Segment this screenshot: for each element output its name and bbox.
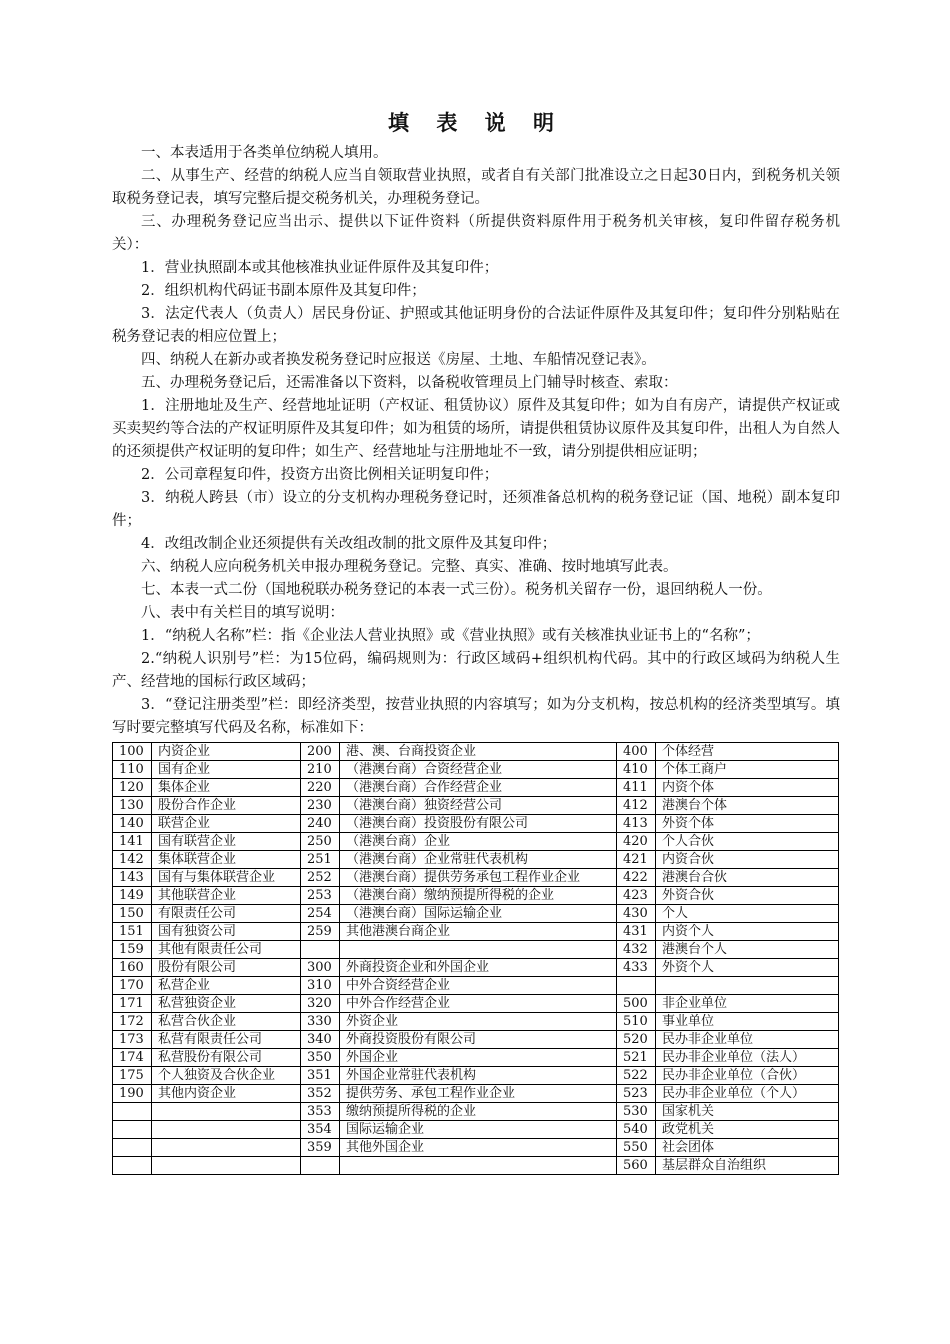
code-cell — [301, 1157, 340, 1175]
table-row — [113, 959, 839, 977]
type-name-cell: 国有联营企业 — [152, 833, 301, 851]
code-cell: 423 — [617, 887, 656, 905]
type-name-cell — [656, 977, 839, 995]
type-name-cell: 国有独资公司 — [152, 923, 301, 941]
type-name-cell: （港澳台商）提供劳务承包工程作业企业 — [340, 869, 617, 887]
code-cell: 340 — [301, 1031, 340, 1049]
type-name-cell: 私营股份有限公司 — [152, 1049, 301, 1067]
table-row — [113, 797, 839, 815]
type-name-cell: （港澳台商）合作经营企业 — [340, 779, 617, 797]
code-cell: 254 — [301, 905, 340, 923]
instruction-paragraph: 1．注册地址及生产、经营地址证明（产权证、租赁协议）原件及其复印件；如为自有房产，请提供产权证或买卖契约等合法的产权证明原件及其复印件；如为租赁的场所，请提供租赁协议原件及其复印件，出租人为自然人的还须提供产权证明的复印件；如生产、经营地址与注册地址不一致，请分别提供相应证明； — [112, 398, 840, 460]
code-cell: 330 — [301, 1013, 340, 1031]
type-name-cell: （港澳台商）合资经营企业 — [340, 761, 617, 779]
code-cell: 159 — [113, 941, 152, 959]
type-name-cell: （港澳台商）企业常驻代表机构 — [340, 851, 617, 869]
instruction-paragraph: 三、办理税务登记应当出示、提供以下证件资料（所提供资料原件用于税务机关审核，复印件留存税务机关）： — [112, 214, 840, 253]
code-cell: 310 — [301, 977, 340, 995]
code-cell: 560 — [617, 1157, 656, 1175]
instructions-body — [112, 142, 840, 740]
code-cell: 160 — [113, 959, 152, 977]
code-cell: 412 — [617, 797, 656, 815]
code-cell: 350 — [301, 1049, 340, 1067]
code-cell — [113, 1157, 152, 1175]
type-name-cell: 有限责任公司 — [152, 905, 301, 923]
code-cell: 149 — [113, 887, 152, 905]
code-cell — [113, 1139, 152, 1157]
type-name-cell: 非企业单位 — [656, 995, 839, 1013]
table-row — [113, 1085, 839, 1103]
type-name-cell: 国家机关 — [656, 1103, 839, 1121]
code-cell: 130 — [113, 797, 152, 815]
type-name-cell: 民办非企业单位（合伙） — [656, 1067, 839, 1085]
code-cell: 140 — [113, 815, 152, 833]
type-name-cell: 社会团体 — [656, 1139, 839, 1157]
type-name-cell: 其他港澳台商企业 — [340, 923, 617, 941]
type-name-cell: 内资个人 — [656, 923, 839, 941]
type-name-cell: 外资个人 — [656, 959, 839, 977]
code-cell: 420 — [617, 833, 656, 851]
type-name-cell: 内资合伙 — [656, 851, 839, 869]
code-cell: 210 — [301, 761, 340, 779]
code-cell: 142 — [113, 851, 152, 869]
instruction-paragraph: 二、从事生产、经营的纳税人应当自领取营业执照，或者自有关部门批准设立之日起30日内，到税务机关领取税务登记表，填写完整后提交税务机关，办理税务登记。 — [112, 168, 840, 207]
type-name-cell: 外国企业 — [340, 1049, 617, 1067]
type-name-cell: 集体联营企业 — [152, 851, 301, 869]
table-row — [113, 887, 839, 905]
table-row — [113, 1103, 839, 1121]
type-name-cell: 其他联营企业 — [152, 887, 301, 905]
table-row — [113, 977, 839, 995]
code-cell: 354 — [301, 1121, 340, 1139]
code-cell: 431 — [617, 923, 656, 941]
table-row — [113, 833, 839, 851]
type-name-cell: 私营有限责任公司 — [152, 1031, 301, 1049]
registration-type-code-table — [112, 742, 839, 1175]
type-name-cell: 其他内资企业 — [152, 1085, 301, 1103]
code-cell: 252 — [301, 869, 340, 887]
table-row — [113, 869, 839, 887]
code-cell: 432 — [617, 941, 656, 959]
type-name-cell: 外商投资企业和外国企业 — [340, 959, 617, 977]
code-cell — [617, 977, 656, 995]
type-name-cell: 外资企业 — [340, 1013, 617, 1031]
type-name-cell: 联营企业 — [152, 815, 301, 833]
type-name-cell: （港澳台商）缴纳预提所得税的企业 — [340, 887, 617, 905]
code-cell: 351 — [301, 1067, 340, 1085]
code-cell: 411 — [617, 779, 656, 797]
type-name-cell: 内资个体 — [656, 779, 839, 797]
code-cell: 150 — [113, 905, 152, 923]
type-name-cell — [152, 1139, 301, 1157]
instruction-paragraph: 六、纳税人应向税务机关申报办理税务登记。完整、真实、准确、按时地填写此表。 — [141, 559, 678, 575]
instruction-paragraph: 八、表中有关栏目的填写说明： — [141, 605, 344, 621]
type-name-cell: 港澳台个人 — [656, 941, 839, 959]
type-name-cell: 港澳台合伙 — [656, 869, 839, 887]
code-cell: 433 — [617, 959, 656, 977]
type-name-cell — [152, 1157, 301, 1175]
type-name-cell: 外商投资股份有限公司 — [340, 1031, 617, 1049]
code-cell: 430 — [617, 905, 656, 923]
code-cell: 253 — [301, 887, 340, 905]
instruction-paragraph: 2.“纳税人识别号”栏：为15位码，编码规则为：行政区域码+组织机构代码。其中的行政区域码为纳税人生产、经营地的国标行政区域码； — [112, 651, 840, 690]
type-name-cell: 政党机关 — [656, 1121, 839, 1139]
code-cell: 174 — [113, 1049, 152, 1067]
code-cell: 300 — [301, 959, 340, 977]
page-title: 填 表 说 明 — [388, 110, 564, 135]
type-name-cell: 民办非企业单位（法人） — [656, 1049, 839, 1067]
table-row — [113, 761, 839, 779]
type-name-cell: 个体工商户 — [656, 761, 839, 779]
code-cell: 359 — [301, 1139, 340, 1157]
code-cell: 240 — [301, 815, 340, 833]
type-name-cell: 股份合作企业 — [152, 797, 301, 815]
code-cell: 422 — [617, 869, 656, 887]
instruction-paragraph: 2．公司章程复印件，投资方出资比例相关证明复印件； — [141, 467, 499, 483]
type-name-cell: 外资个体 — [656, 815, 839, 833]
table-row — [113, 1013, 839, 1031]
code-cell: 320 — [301, 995, 340, 1013]
code-cell: 421 — [617, 851, 656, 869]
table-row — [113, 1049, 839, 1067]
type-name-cell: 股份有限公司 — [152, 959, 301, 977]
code-cell: 100 — [113, 743, 152, 761]
table-row — [113, 1121, 839, 1139]
table-row — [113, 851, 839, 869]
type-name-cell: 集体企业 — [152, 779, 301, 797]
type-name-cell: 外国企业常驻代表机构 — [340, 1067, 617, 1085]
type-name-cell — [340, 1157, 617, 1175]
code-cell: 352 — [301, 1085, 340, 1103]
code-cell: 259 — [301, 923, 340, 941]
instruction-paragraph: 3．纳税人跨县（市）设立的分支机构办理税务登记时，还须准备总机构的税务登记证（国、地税）副本复印件； — [112, 490, 840, 529]
type-name-cell: 外资合伙 — [656, 887, 839, 905]
code-cell: 521 — [617, 1049, 656, 1067]
type-name-cell: 民办非企业单位（个人） — [656, 1085, 839, 1103]
type-name-cell: 个人独资及合伙企业 — [152, 1067, 301, 1085]
instruction-paragraph: 四、纳税人在新办或者换发税务登记时应报送《房屋、土地、车船情况登记表》。 — [141, 352, 656, 368]
table-row — [113, 1031, 839, 1049]
table-row — [113, 905, 839, 923]
instruction-paragraph: 2．组织机构代码证书副本原件及其复印件； — [141, 283, 426, 299]
type-name-cell: 港澳台个体 — [656, 797, 839, 815]
table-row — [113, 815, 839, 833]
code-cell: 400 — [617, 743, 656, 761]
code-cell — [113, 1121, 152, 1139]
code-cell: 530 — [617, 1103, 656, 1121]
code-cell: 190 — [113, 1085, 152, 1103]
type-name-cell: 私营独资企业 — [152, 995, 301, 1013]
instruction-paragraph: 3．“登记注册类型”栏：即经济类型，按营业执照的内容填写；如为分支机构，按总机构的经济类型填写。填写时要完整填写代码及名称，标准如下： — [112, 697, 840, 736]
code-cell: 120 — [113, 779, 152, 797]
code-cell: 522 — [617, 1067, 656, 1085]
code-cell: 510 — [617, 1013, 656, 1031]
code-cell: 141 — [113, 833, 152, 851]
code-cell: 523 — [617, 1085, 656, 1103]
table-row — [113, 1067, 839, 1085]
type-name-cell: 缴纳预提所得税的企业 — [340, 1103, 617, 1121]
document-page — [112, 108, 840, 1175]
code-cell: 550 — [617, 1139, 656, 1157]
code-cell: 230 — [301, 797, 340, 815]
type-name-cell — [340, 941, 617, 959]
type-name-cell: 民办非企业单位 — [656, 1031, 839, 1049]
code-cell: 110 — [113, 761, 152, 779]
instruction-paragraph: 一、本表适用于各类单位纳税人填用。 — [141, 145, 388, 161]
type-name-cell: 个人合伙 — [656, 833, 839, 851]
code-cell: 200 — [301, 743, 340, 761]
type-name-cell — [152, 1121, 301, 1139]
code-cell: 151 — [113, 923, 152, 941]
type-name-cell: 个人 — [656, 905, 839, 923]
code-cell: 250 — [301, 833, 340, 851]
type-name-cell: 其他外国企业 — [340, 1139, 617, 1157]
instruction-paragraph: 1．营业执照副本或其他核准执业证件原件及其复印件； — [141, 260, 499, 276]
code-cell: 171 — [113, 995, 152, 1013]
type-name-cell: 国际运输企业 — [340, 1121, 617, 1139]
code-cell: 173 — [113, 1031, 152, 1049]
type-name-cell: 基层群众自治组织 — [656, 1157, 839, 1175]
code-cell: 413 — [617, 815, 656, 833]
code-cell: 170 — [113, 977, 152, 995]
instruction-paragraph: 4．改组改制企业还须提供有关改组改制的批文原件及其复印件； — [141, 536, 557, 552]
table-row — [113, 923, 839, 941]
instruction-paragraph: 五、办理税务登记后，还需准备以下资料，以备税收管理员上门辅导时核查、索取： — [141, 375, 678, 391]
type-name-cell: 国有企业 — [152, 761, 301, 779]
type-name-cell: 中外合资经营企业 — [340, 977, 617, 995]
type-name-cell: 事业单位 — [656, 1013, 839, 1031]
instruction-paragraph: 1．“纳税人名称”栏：指《企业法人营业执照》或《营业执照》或有关核准执业证书上的“名称”； — [141, 628, 760, 644]
code-cell: 172 — [113, 1013, 152, 1031]
type-name-cell: 其他有限责任公司 — [152, 941, 301, 959]
code-cell — [113, 1103, 152, 1121]
instruction-paragraph: 七、本表一式二份（国地税联办税务登记的本表一式三份）。税务机关留存一份，退回纳税人一份。 — [141, 582, 772, 598]
type-name-cell: （港澳台商）国际运输企业 — [340, 905, 617, 923]
type-name-cell — [152, 1103, 301, 1121]
code-cell: 410 — [617, 761, 656, 779]
type-name-cell: 港、澳、台商投资企业 — [340, 743, 617, 761]
type-name-cell: 私营合伙企业 — [152, 1013, 301, 1031]
code-cell: 353 — [301, 1103, 340, 1121]
table-row — [113, 995, 839, 1013]
type-name-cell: 中外合作经营企业 — [340, 995, 617, 1013]
code-cell: 175 — [113, 1067, 152, 1085]
type-name-cell: （港澳台商）独资经营公司 — [340, 797, 617, 815]
table-row — [113, 1139, 839, 1157]
type-name-cell: 个体经营 — [656, 743, 839, 761]
type-name-cell: 内资企业 — [152, 743, 301, 761]
instruction-paragraph: 3．法定代表人（负责人）居民身份证、护照或其他证明身份的合法证件原件及其复印件；复印件分别粘贴在税务登记表的相应位置上； — [112, 306, 840, 345]
table-row — [113, 743, 839, 761]
table-row — [113, 941, 839, 959]
type-name-cell: 国有与集体联营企业 — [152, 869, 301, 887]
type-name-cell: 私营企业 — [152, 977, 301, 995]
code-cell: 143 — [113, 869, 152, 887]
code-cell: 220 — [301, 779, 340, 797]
code-cell: 520 — [617, 1031, 656, 1049]
type-name-cell: 提供劳务、承包工程作业企业 — [340, 1085, 617, 1103]
code-cell: 540 — [617, 1121, 656, 1139]
type-name-cell: （港澳台商）企业 — [340, 833, 617, 851]
code-cell: 251 — [301, 851, 340, 869]
table-row — [113, 779, 839, 797]
table-row — [113, 1157, 839, 1175]
type-name-cell: （港澳台商）投资股份有限公司 — [340, 815, 617, 833]
code-cell — [301, 941, 340, 959]
code-cell: 500 — [617, 995, 656, 1013]
